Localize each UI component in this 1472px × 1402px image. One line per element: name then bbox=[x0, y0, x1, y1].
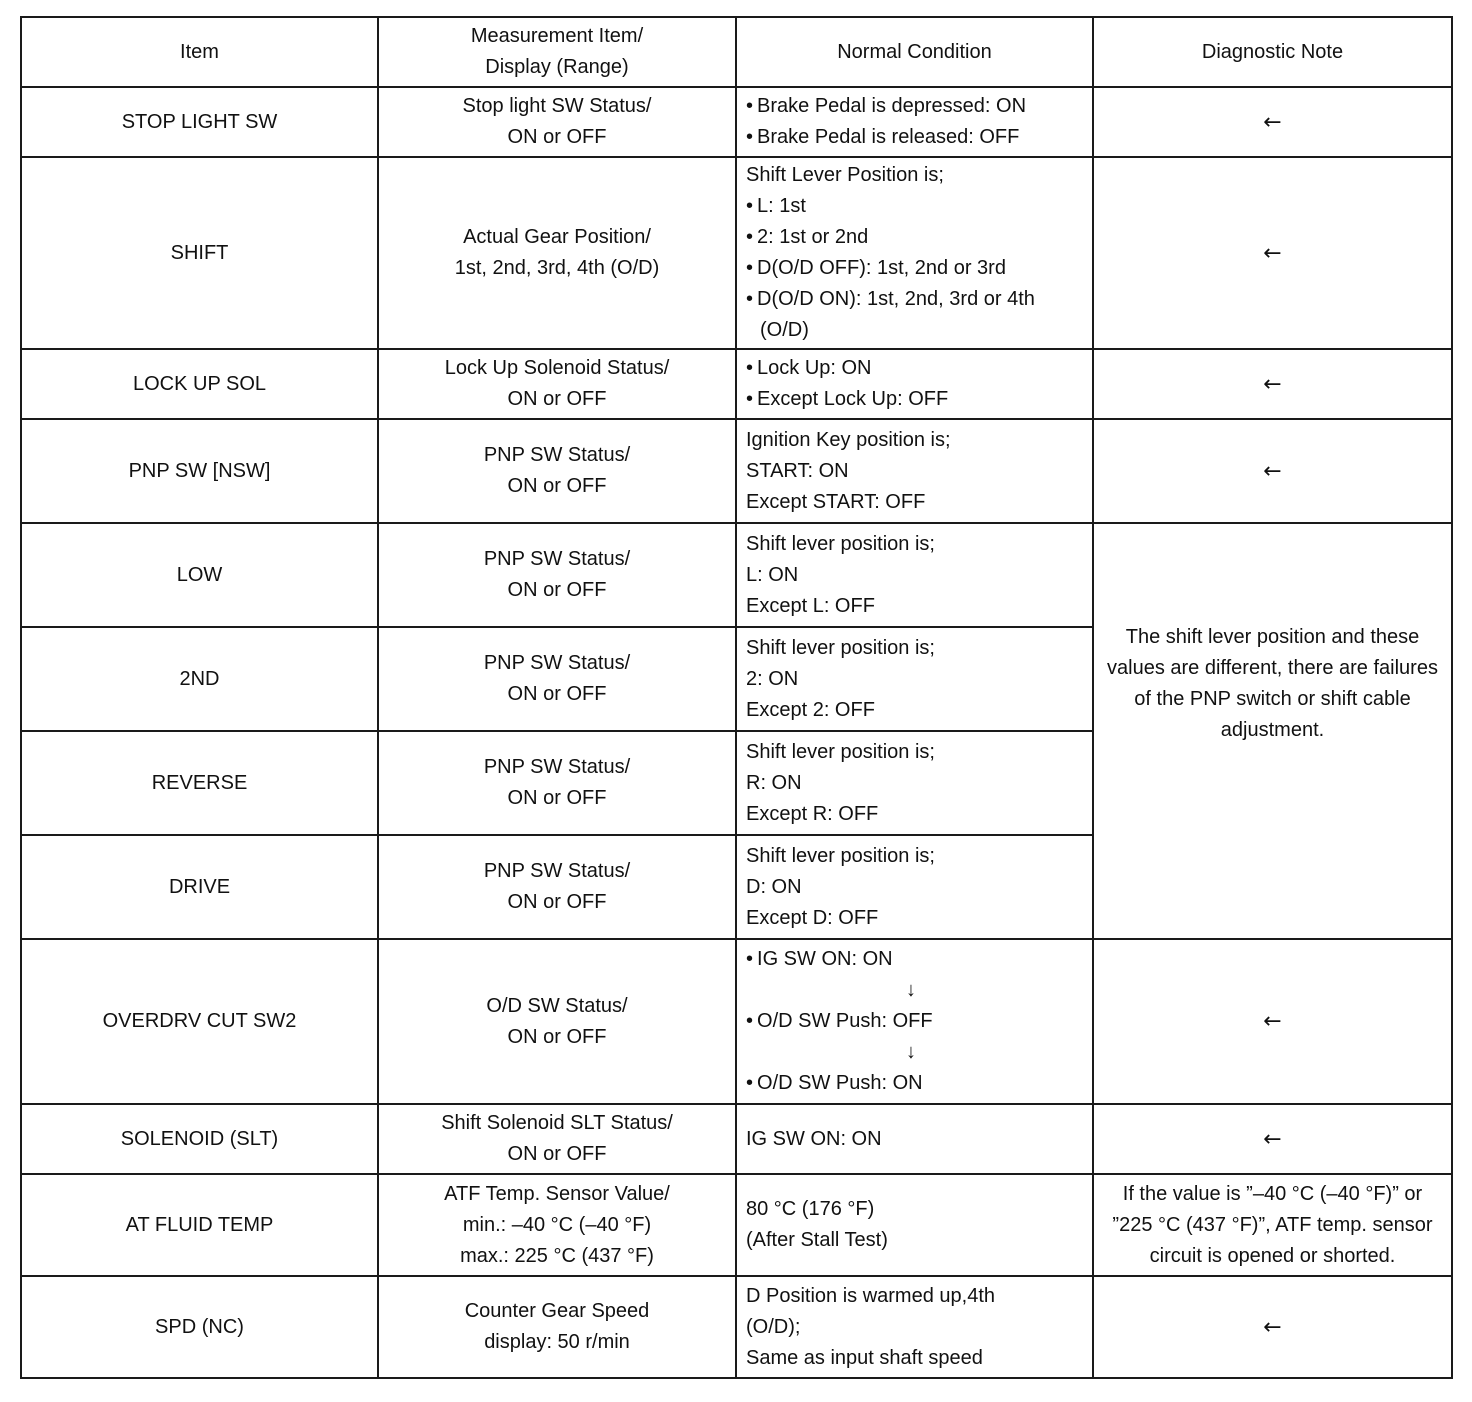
condition-line: Shift lever position is; bbox=[746, 532, 935, 555]
condition-line: • D(O/D OFF): 1st, 2nd or 3rd bbox=[746, 253, 1086, 284]
table-row bbox=[21, 1276, 1452, 1378]
condition-line: Ignition Key position is; bbox=[746, 428, 951, 451]
condition-line: 2: ON bbox=[746, 667, 799, 690]
item-cell: AT FLUID TEMP bbox=[21, 1174, 378, 1276]
table-row bbox=[21, 87, 1452, 157]
measurement-cell bbox=[378, 1174, 736, 1276]
item-cell: PNP SW [NSW] bbox=[21, 419, 378, 523]
item-cell: REVERSE bbox=[21, 731, 378, 835]
header-measurement bbox=[378, 17, 736, 87]
condition-line: START: ON bbox=[746, 459, 849, 482]
same-as-left-arrow-icon: ← bbox=[1093, 1104, 1452, 1174]
measurement-line: Actual Gear Position/ bbox=[463, 226, 651, 248]
measurement-line: ON or OFF bbox=[507, 126, 607, 148]
condition-line: Except R: OFF bbox=[746, 802, 879, 825]
measurement-cell bbox=[378, 731, 736, 835]
table-row bbox=[21, 1104, 1452, 1174]
table-row bbox=[21, 419, 1452, 523]
condition-line: (O/D) bbox=[760, 319, 809, 341]
measurement-line: ATF Temp. Sensor Value/ bbox=[444, 1182, 670, 1205]
measurement-line: ON or OFF bbox=[507, 891, 607, 913]
condition-cell bbox=[736, 349, 1093, 419]
item-cell: DRIVE bbox=[21, 835, 378, 939]
table-row bbox=[21, 1174, 1452, 1276]
same-as-left-arrow-icon: ← bbox=[1093, 157, 1452, 349]
table-row bbox=[21, 523, 1452, 627]
condition-line: Shift lever position is; bbox=[746, 740, 935, 763]
condition-line: • Lock Up: ON bbox=[746, 353, 1086, 384]
diagnostic-data-table bbox=[20, 16, 1453, 1379]
condition-line: R: ON bbox=[746, 771, 802, 794]
measurement-line: PNP SW Status/ bbox=[483, 756, 631, 778]
condition-line: Except 2: OFF bbox=[746, 698, 875, 721]
condition-line: L: ON bbox=[746, 563, 799, 586]
header-normal-condition: Normal Condition bbox=[736, 17, 1093, 87]
measurement-line: PNP SW Status/ bbox=[483, 444, 631, 466]
measurement-line: min.: –40 °C (–40 °F) bbox=[462, 1213, 652, 1236]
measurement-line: Lock Up Solenoid Status/ bbox=[444, 357, 670, 379]
measurement-cell bbox=[378, 939, 736, 1104]
item-cell: SPD (NC) bbox=[21, 1276, 378, 1378]
measurement-cell bbox=[378, 627, 736, 731]
same-as-left-arrow-icon: ← bbox=[1093, 419, 1452, 523]
item-cell: 2ND bbox=[21, 627, 378, 731]
condition-line: • Brake Pedal is depressed: ON bbox=[746, 91, 1086, 122]
condition-line: Shift lever position is; bbox=[746, 844, 935, 867]
measurement-line: ON or OFF bbox=[507, 787, 607, 809]
condition-cell bbox=[736, 523, 1093, 627]
condition-line: Same as input shaft speed bbox=[746, 1346, 983, 1369]
header-diagnostic-note: Diagnostic Note bbox=[1093, 17, 1452, 87]
condition-line: • O/D SW Push: OFF bbox=[746, 1006, 1086, 1037]
condition-line: Shift lever position is; bbox=[746, 636, 935, 659]
measurement-line: PNP SW Status/ bbox=[483, 860, 631, 882]
header-item: Item bbox=[21, 17, 378, 87]
item-cell: LOW bbox=[21, 523, 378, 627]
measurement-line: ON or OFF bbox=[507, 579, 607, 601]
item-cell: LOCK UP SOL bbox=[21, 349, 378, 419]
down-arrow-icon: ↓ bbox=[906, 979, 916, 1001]
condition-line: • Brake Pedal is released: OFF bbox=[746, 122, 1086, 153]
condition-line: • IG SW ON: ON bbox=[746, 944, 1086, 975]
condition-cell bbox=[736, 157, 1093, 349]
condition-cell bbox=[736, 419, 1093, 523]
same-as-left-arrow-icon: ← bbox=[1093, 349, 1452, 419]
condition-line: IG SW ON: ON bbox=[746, 1127, 882, 1150]
pnp-group-note: The shift lever position and these values are different, there are failures of the PNP switch or shift cable adjustment. bbox=[1093, 523, 1452, 939]
condition-line: (O/D); bbox=[746, 1315, 801, 1338]
item-cell: OVERDRV CUT SW2 bbox=[21, 939, 378, 1104]
measurement-line: Shift Solenoid SLT Status/ bbox=[441, 1112, 673, 1134]
table-row bbox=[21, 349, 1452, 419]
measurement-line: ON or OFF bbox=[507, 1025, 607, 1048]
item-cell: SOLENOID (SLT) bbox=[21, 1104, 378, 1174]
measurement-line: display: 50 r/min bbox=[484, 1331, 630, 1353]
item-cell: SHIFT bbox=[21, 157, 378, 349]
header-measurement-line: Measurement Item/ Display (Range) bbox=[470, 25, 644, 78]
condition-cell bbox=[736, 939, 1093, 1104]
condition-intro: Shift Lever Position is; bbox=[746, 164, 944, 186]
measurement-cell bbox=[378, 157, 736, 349]
measurement-line: PNP SW Status/ bbox=[483, 548, 631, 570]
measurement-cell bbox=[378, 349, 736, 419]
measurement-line: 1st, 2nd, 3rd, 4th (O/D) bbox=[454, 257, 660, 279]
condition-cell bbox=[736, 1104, 1093, 1174]
diagnostic-note-cell: If the value is ”–40 °C (–40 °F)” or ”225 °C (437 °F)”, ATF temp. sensor circuit is opened or shorted. bbox=[1093, 1174, 1452, 1276]
condition-cell bbox=[736, 731, 1093, 835]
condition-line: • O/D SW Push: ON bbox=[746, 1068, 1086, 1099]
condition-line: • Except Lock Up: OFF bbox=[746, 384, 1086, 415]
measurement-cell bbox=[378, 419, 736, 523]
condition-line: • D(O/D ON): 1st, 2nd, 3rd or 4th bbox=[746, 284, 1086, 315]
measurement-cell bbox=[378, 1276, 736, 1378]
measurement-line: ON or OFF bbox=[507, 1143, 607, 1165]
condition-line: Except D: OFF bbox=[746, 906, 879, 929]
condition-cell bbox=[736, 1174, 1093, 1276]
measurement-line: PNP SW Status/ bbox=[483, 652, 631, 674]
header-row bbox=[21, 17, 1452, 87]
measurement-line: Counter Gear Speed bbox=[464, 1300, 650, 1322]
condition-line: Except L: OFF bbox=[746, 594, 875, 617]
condition-cell bbox=[736, 627, 1093, 731]
condition-line: 80 °C (176 °F) bbox=[746, 1198, 875, 1220]
condition-line: Except START: OFF bbox=[746, 490, 926, 513]
measurement-line: max.: 225 °C (437 °F) bbox=[460, 1244, 654, 1267]
table-row bbox=[21, 939, 1452, 1104]
measurement-cell bbox=[378, 1104, 736, 1174]
measurement-line: ON or OFF bbox=[507, 388, 607, 410]
condition-line: • L: 1st bbox=[746, 191, 1086, 222]
condition-cell bbox=[736, 1276, 1093, 1378]
measurement-cell bbox=[378, 835, 736, 939]
condition-cell bbox=[736, 87, 1093, 157]
measurement-cell bbox=[378, 523, 736, 627]
measurement-line: Stop light SW Status/ bbox=[462, 95, 652, 117]
down-arrow-icon: ↓ bbox=[906, 1041, 916, 1063]
condition-line: D: ON bbox=[746, 875, 802, 898]
measurement-line: O/D SW Status/ bbox=[486, 994, 628, 1017]
condition-line: (After Stall Test) bbox=[746, 1229, 888, 1251]
same-as-left-arrow-icon: ← bbox=[1093, 1276, 1452, 1378]
item-cell: STOP LIGHT SW bbox=[21, 87, 378, 157]
same-as-left-arrow-icon: ← bbox=[1093, 87, 1452, 157]
condition-cell bbox=[736, 835, 1093, 939]
measurement-cell bbox=[378, 87, 736, 157]
same-as-left-arrow-icon: ← bbox=[1093, 939, 1452, 1104]
measurement-line: ON or OFF bbox=[507, 475, 607, 497]
condition-line: D Position is warmed up,4th bbox=[746, 1284, 996, 1307]
table-row bbox=[21, 157, 1452, 349]
measurement-line: ON or OFF bbox=[507, 683, 607, 705]
condition-line: • 2: 1st or 2nd bbox=[746, 222, 1086, 253]
